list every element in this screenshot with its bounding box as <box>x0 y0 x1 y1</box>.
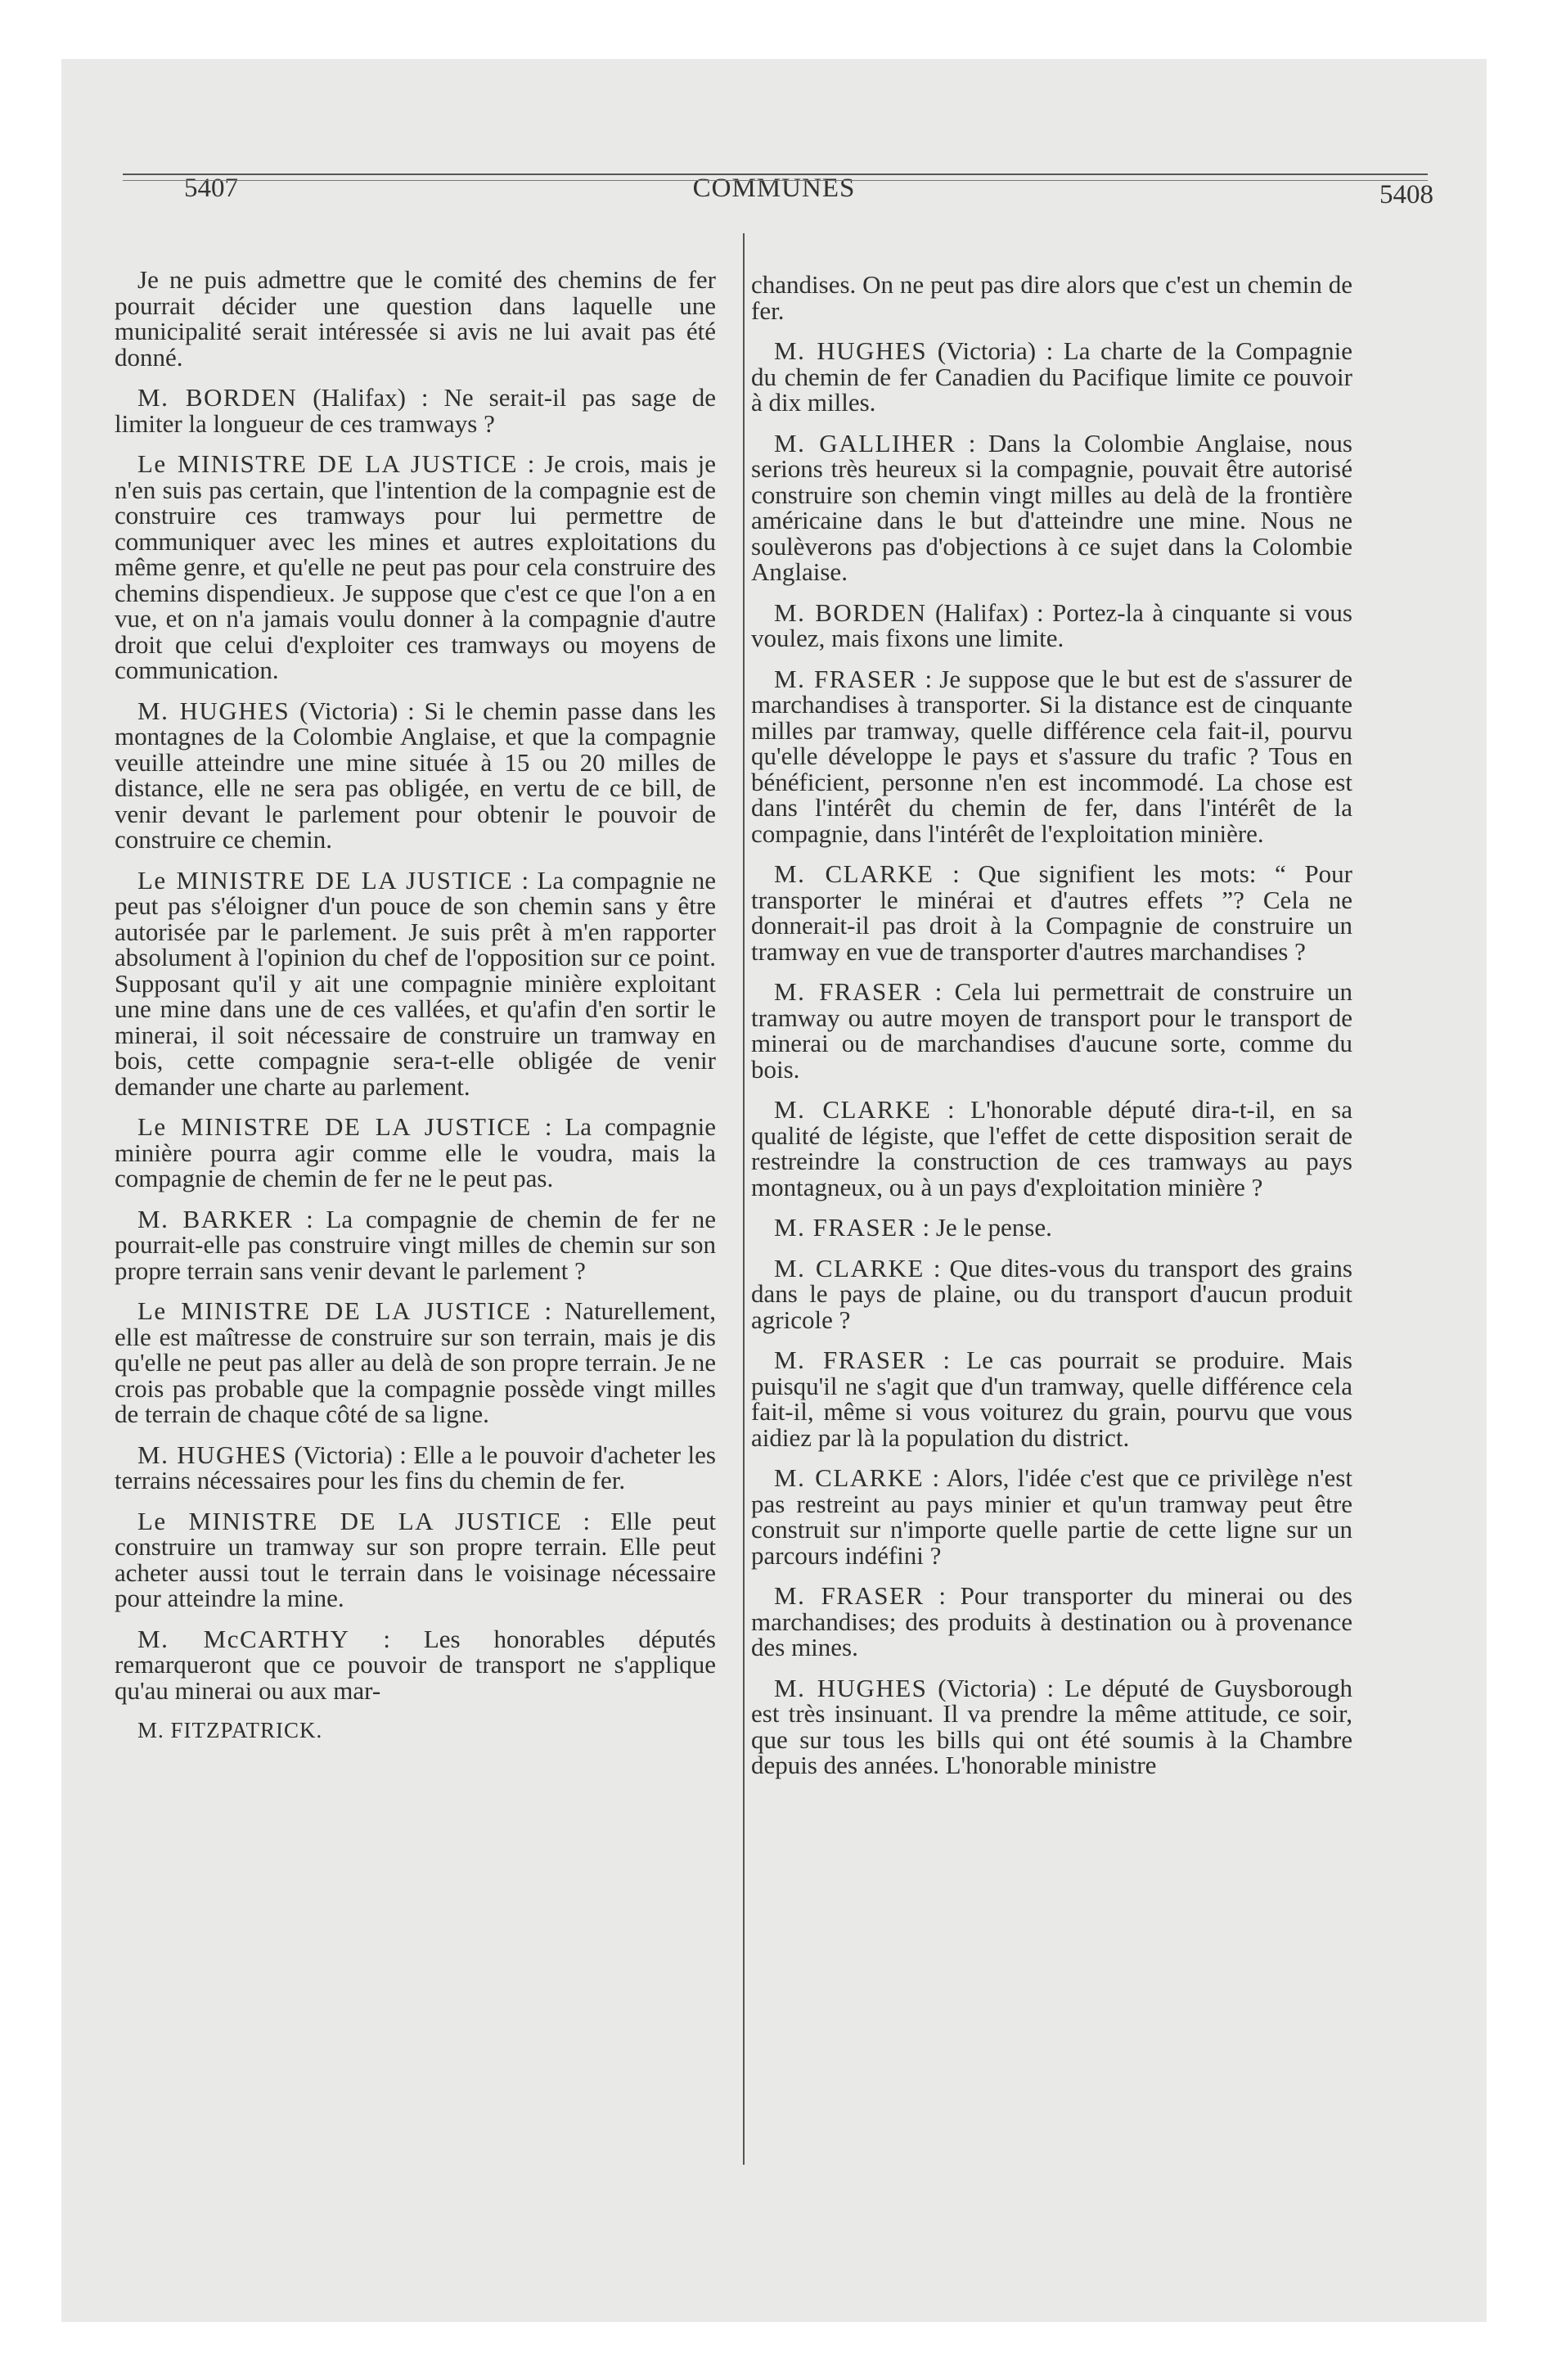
speech-text: (Victoria) : Elle a le pouvoir d'acheter les terrains nécessaires pour les fins du chemin de fer. <box>115 1440 716 1494</box>
left-column <box>115 267 716 1744</box>
speaker-name: M. CLARKE <box>774 1253 925 1282</box>
speech-text: : Je crois, mais je n'en suis pas certain, que l'intention de la compagnie est de construire ces tramways pour lui permettre de communiquer avec les mines et autres exploitations du même genre, et qu'elle ne peut pas pour cela construire des chemins dispendieux. Je suppose que c'est ce que l'on a en vue, et on n'a jamais voulu donner à la compagnie d'autre droit que celui d'exploiter ces tramways ou moyens de communication. <box>115 449 717 684</box>
speech-paragraph <box>751 338 1352 416</box>
speech-paragraph <box>751 1675 1352 1778</box>
speaker-name: M. HUGHES <box>137 696 290 725</box>
left-page-number: 5407 <box>184 174 238 203</box>
speaker-name: M. CLARKE <box>774 859 934 888</box>
speech-paragraph <box>751 272 1352 323</box>
speech-text: : La compagnie minière pourra agir comme elle le voudra, mais la compagnie de chemin de fer ne le peut pas. <box>115 1112 717 1192</box>
speech-text: : La compagnie ne peut pas s'éloigner d'un pouce de son chemin sans y être autorisée par le parlement. Je suis prêt à m'en rapporter absolument à l'opinion du chef de l'opposition sur ce point. Supposant qu'il y ait une compagnie minière exploitant une mine dans une de ces vallées, et qu'afin d'en sortir le minerai, il soit nécessaire de construire un tramway en bois, cette compagnie sera-t-elle obligée de venir demander une charte au parlement. <box>115 865 716 1101</box>
speech-paragraph <box>115 385 716 436</box>
speech-paragraph <box>115 1508 716 1611</box>
speech-text: (Victoria) : La charte de la Compagnie du chemin de fer Canadien du Pacifique limite ce pouvoir à dix milles. <box>751 336 1353 417</box>
speech-text: (Halifax) : Ne serait-il pas sage de limiter la longueur de ces tramways ? <box>115 383 717 438</box>
speech-paragraph <box>751 666 1352 847</box>
page-footer-name: M. FITZPATRICK. <box>137 1718 323 1742</box>
speech-paragraph <box>751 1097 1352 1200</box>
right-page-number: 5408 <box>1379 180 1433 210</box>
speech-paragraph <box>115 1114 716 1192</box>
speaker-name: M. FRASER <box>774 1581 925 1610</box>
speech-text: : Pour transporter du minerai ou des marchandises; des produits à destination ou à provenance des mines. <box>751 1581 1352 1661</box>
speech-text: (Victoria) : Le député de Guysborough est très insinuant. Il va prendre la même attitude, ce soir, que sur tous les bills qui ont été soumis à la Chambre depuis des années. L'honorable ministre <box>751 1673 1352 1779</box>
speaker-name: M. FRASER <box>774 664 918 693</box>
speaker-name: M. HUGHES <box>774 1673 928 1702</box>
speech-text: : Elle peut construire un tramway sur son propre terrain. Elle peut acheter aussi tout le terrain dans le voisinage nécessaire pour atteindre la mine. <box>115 1506 717 1612</box>
speech-text: : La compagnie de chemin de fer ne pourrait-elle pas construire vingt milles de chemin sur son propre terrain sans venir devant le parlement ? <box>115 1204 717 1285</box>
speaker-name: M. HUGHES <box>137 1440 287 1469</box>
speech-text: Je ne puis admettre que le comité des chemins de fer pourrait décider une question dans laquelle une municipalité serait intéressée si avis ne lui avait pas été donné. <box>115 265 716 372</box>
speech-paragraph <box>115 1626 716 1704</box>
speech-text: : Cela lui permettrait de construire un tramway ou autre moyen de transport pour le transport de minerai ou de marchandises d'aucune sorte, comme du bois. <box>751 977 1352 1084</box>
speech-text: (Victoria) : Si le chemin passe dans les montagnes de la Colombie Anglaise, et que la compagnie veuille atteindre une mine située à 15 ou 20 milles de distance, elle ne sera pas obligée, en vertu de ce bill, de venir devant le parlement pour obtenir le pouvoir de construire ce chemin. <box>115 696 716 854</box>
speech-text: : Que dites-vous du transport des grains dans le pays de plaine, ou du transport d'aucun produit agricole ? <box>751 1253 1352 1334</box>
speech-text: : Alors, l'idée c'est que ce privilège n'est pas restreint au pays minier et qu'un tramway peut être construit sur n'importe quelle partie de cette ligne sur un parcours indéfini ? <box>751 1463 1352 1570</box>
speech-text: : Que signifient les mots: “ Pour transporter le minérai et d'autres effets ”? Cela ne donnerait-il pas droit à la Compagnie de construire un tramway en vue de transporter d'autres marchandises ? <box>751 859 1352 966</box>
speech-paragraph <box>751 1215 1352 1241</box>
speech-paragraph <box>115 267 716 370</box>
column-divider <box>743 233 745 2165</box>
speaker-name: Le MINISTRE DE LA JUSTICE <box>137 449 518 478</box>
speech-text: (Halifax) : Portez-la à cinquante si vous voulez, mais fixons une limite. <box>751 597 1352 652</box>
speech-text: : Je suppose que le but est de s'assurer de marchandises à transporter. Si la distance est de cinquante milles par tramway, quelle différence cela fait-il, pourvu qu'elle développe le pays et s'assure du trafic ? Tous en bénéficient, personne n'en est incommodé. La chose est dans l'intérêt du chemin de fer, dans l'intérêt de la compagnie, dans l'intérêt de l'exploitation minière. <box>751 664 1353 848</box>
speaker-name: M. CLARKE <box>774 1095 932 1124</box>
speaker-name: M. HUGHES <box>774 336 928 365</box>
speech-paragraph <box>751 861 1352 964</box>
header-rule <box>123 174 1428 175</box>
speech-paragraph <box>115 1206 716 1284</box>
speaker-name: M. BARKER <box>137 1204 294 1233</box>
page-header <box>61 174 1487 223</box>
speaker-name: Le MINISTRE DE LA JUSTICE <box>137 1506 563 1535</box>
speech-paragraph <box>115 698 716 853</box>
speech-paragraph <box>751 1255 1352 1333</box>
speaker-name: M. FRASER <box>774 977 923 1006</box>
speech-paragraph <box>751 597 1352 652</box>
speech-paragraph <box>751 430 1352 585</box>
speaker-name: M. FRASER <box>774 1213 916 1242</box>
speech-text: : Je le pense. <box>922 1213 1052 1242</box>
speech-paragraph <box>751 1583 1352 1661</box>
speech-paragraph <box>751 979 1352 1082</box>
speaker-name: M. FRASER <box>774 1346 927 1374</box>
speech-text: : Les honorables députés remarqueront que ce pouvoir de transport ne s'applique qu'au minerai ou aux mar- <box>115 1624 716 1705</box>
speech-text: : Naturellement, elle est maîtresse de construire sur son terrain, mais je dis qu'elle ne peut pas aller au delà de son propre terrain. Je ne crois pas probable que la compagnie possède vingt milles de terrain de chaque côté de sa ligne. <box>115 1296 716 1428</box>
speech-paragraph <box>115 451 716 683</box>
speaker-name: Le MINISTRE DE LA JUSTICE <box>137 1112 532 1141</box>
speech-paragraph <box>115 1442 716 1494</box>
speech-text: : L'honorable député dira-t-il, en sa qualité de légiste, que l'effet de cette disposition serait de restreindre la construction de ces tramways au pays montagneux, ou à un pays d'exploitation minière ? <box>751 1095 1352 1201</box>
speech-paragraph <box>115 865 716 1101</box>
header-rule-thin <box>123 180 1428 181</box>
speaker-name: M. BORDEN <box>137 383 298 412</box>
speech-text: : Le cas pourrait se produire. Mais puisqu'il ne s'agit que d'un tramway, quelle différence cela fait-il, même si vous voiturez du grain, pourvu que vous aidiez par là la population du district. <box>751 1346 1353 1452</box>
right-column <box>751 272 1352 1793</box>
speech-text: : Dans la Colombie Anglaise, nous serions très heureux si la compagnie, pouvait être autorisé construire son chemin vingt milles au delà de la frontière américaine dans le but d'atteindre une mine. Nous ne soulèverons pas d'objections à ce sujet dans la Colombie Anglaise. <box>751 428 1352 586</box>
speech-paragraph <box>115 1298 716 1427</box>
page-title: COMMUNES <box>692 174 856 203</box>
speech-paragraph <box>751 1465 1352 1568</box>
speaker-name: M. BORDEN <box>774 597 927 627</box>
speech-text: chandises. On ne peut pas dire alors que c'est un chemin de fer. <box>751 270 1352 325</box>
speaker-name: Le MINISTRE DE LA JUSTICE <box>137 865 514 895</box>
speaker-name: Le MINISTRE DE LA JUSTICE <box>137 1296 532 1325</box>
speaker-name: M. McCARTHY <box>137 1624 350 1653</box>
speaker-name: M. GALLIHER <box>774 428 956 458</box>
speaker-name: M. CLARKE <box>774 1463 925 1492</box>
speech-paragraph <box>751 1347 1352 1450</box>
